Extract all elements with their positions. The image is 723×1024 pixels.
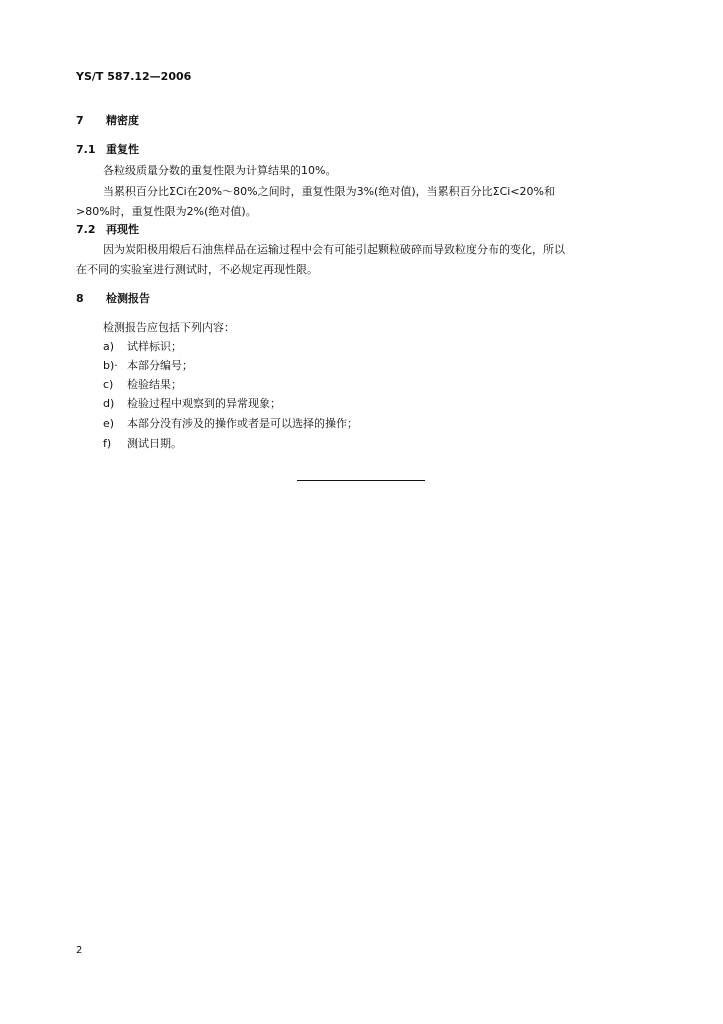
section-7-1-heading: [76, 143, 139, 157]
list-item-marker: d): [103, 397, 115, 410]
list-item: [103, 437, 182, 451]
list-item-marker: a): [103, 340, 115, 353]
list-item: [103, 340, 182, 354]
list-item-marker: f): [103, 437, 112, 450]
list-item-marker: c): [103, 378, 114, 391]
section-title: 精密度: [106, 114, 139, 127]
section-7-2-heading: [76, 223, 139, 237]
section-number: 8: [76, 292, 84, 305]
list-item-text: 检验过程中观察到的异常现象；: [127, 397, 281, 410]
section-7-heading: [76, 114, 139, 128]
section-number: 7: [76, 114, 84, 127]
section-8-heading: [76, 292, 150, 306]
list-item: [103, 397, 281, 411]
list-item-text: 测试日期。: [127, 437, 182, 450]
list-item-text: 本部分编号；: [127, 359, 193, 372]
list-item-text: 检验结果；: [127, 378, 182, 391]
section-7-2-para-line1: 因为炭阳极用煅后石油焦样品在运输过程中会有可能引起颗粒破碎而导致粒度分布的变化，所以: [103, 243, 565, 256]
list-item-marker: e): [103, 417, 115, 430]
list-item-marker: b)·: [103, 359, 118, 372]
section-title: 重复性: [106, 143, 139, 156]
section-8-intro: 检测报告应包括下列内容：: [103, 321, 235, 334]
section-number: 7.2: [76, 223, 96, 236]
page-number: 2: [76, 945, 83, 956]
list-item: [103, 417, 358, 431]
section-number: 7.1: [76, 143, 96, 156]
list-item-text: 试样标识；: [127, 340, 182, 353]
list-item: [103, 359, 193, 373]
section-7-1-para1: 各粒级质量分数的重复性限为计算结果的10%。: [103, 164, 337, 177]
list-item: [103, 378, 182, 392]
doc-code-header: YS/T 587.12—2006: [76, 70, 192, 83]
section-7-1-para2-line1: 当累积百分比ΣCi在20%～80%之间时，重复性限为3%(绝对值)，当累积百分比ΣCi<20%和: [103, 185, 555, 198]
end-of-standard-rule: [297, 480, 425, 481]
section-7-1-para2-line2: >80%时，重复性限为2%(绝对值)。: [76, 205, 257, 218]
list-item-text: 本部分没有涉及的操作或者是可以选择的操作；: [127, 417, 358, 430]
section-title: 再现性: [106, 223, 139, 236]
section-title: 检测报告: [106, 292, 150, 305]
section-7-2-para-line2: 在不同的实验室进行测试时，不必规定再现性限。: [76, 263, 318, 276]
